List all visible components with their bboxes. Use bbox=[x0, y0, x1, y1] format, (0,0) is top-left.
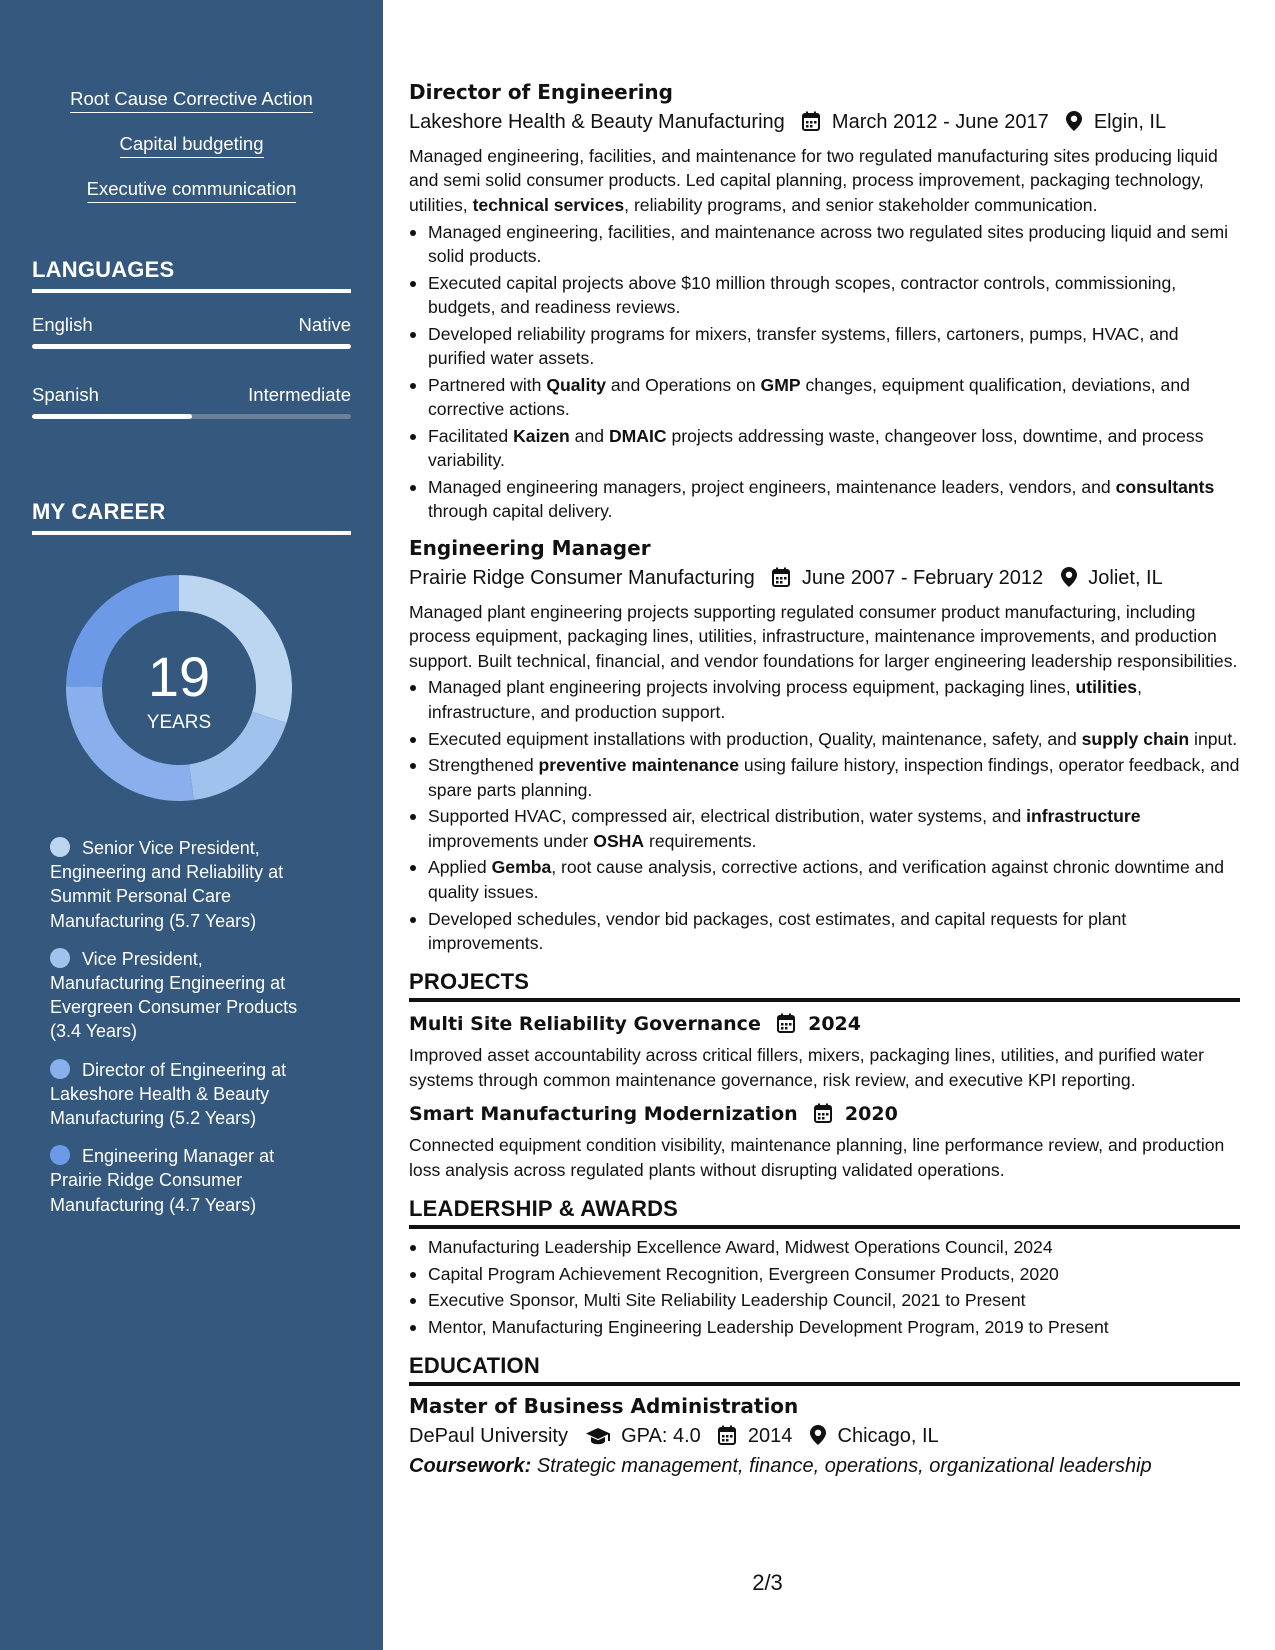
awards-heading: LEADERSHIP & AWARDS bbox=[409, 1196, 1240, 1229]
job-dates: June 2007 - February 2012 bbox=[801, 566, 1044, 589]
bullet-item: Developed reliability programs for mixers, transfer systems, fillers, cartoners, pumps, HVAC, and purified water assets. bbox=[409, 322, 1240, 371]
education-year: 2014 bbox=[747, 1425, 793, 1448]
education-meta bbox=[409, 1422, 1240, 1450]
experience-entry bbox=[409, 534, 1240, 955]
bullet-item: Managed engineering managers, project engineers, maintenance leaders, vendors, and consultants through capital delivery. bbox=[409, 475, 1240, 524]
job-location: Elgin, IL bbox=[1093, 111, 1167, 133]
project-title: Multi Site Reliability Governance bbox=[409, 1013, 761, 1036]
award-item: Capital Program Achievement Recognition, Evergreen Consumer Products, 2020 bbox=[409, 1262, 1240, 1286]
career-donut-chart bbox=[66, 575, 292, 801]
sidebar bbox=[0, 0, 383, 1650]
location-pin-icon bbox=[1066, 111, 1082, 131]
bullet-item: Managed engineering, facilities, and maintenance across two regulated sites producing liquid and semi solid products. bbox=[409, 220, 1240, 269]
gpa: GPA: 4.0 bbox=[621, 1425, 701, 1448]
projects-heading: PROJECTS bbox=[409, 969, 1240, 1002]
career-item-text: Engineering Manager at Prairie Ridge Consumer Manufacturing (4.7 Years) bbox=[50, 1146, 275, 1215]
job-bullets bbox=[409, 220, 1240, 524]
language-proficiency-bar bbox=[32, 414, 351, 419]
job-title: Director of Engineering bbox=[409, 80, 673, 104]
bullet-item: Executed equipment installations with production, Quality, maintenance, safety, and supply chain input. bbox=[409, 727, 1240, 751]
career-heading: MY CAREER bbox=[32, 499, 351, 535]
language-name: English bbox=[32, 314, 93, 335]
career-list bbox=[50, 836, 320, 1231]
job-location: Joliet, IL bbox=[1088, 566, 1163, 589]
degree-title: Master of Business Administration bbox=[409, 1394, 799, 1419]
career-item-text: Vice President, Manufacturing Engineering at Evergreen Consumer Products (3.4 Years) bbox=[50, 948, 298, 1042]
career-total-years: 19 bbox=[147, 645, 211, 708]
location-pin-icon bbox=[810, 1425, 826, 1445]
job-summary: Managed plant engineering projects supporting regulated consumer product manufacturing, including process equipment, packaging lines, utilities, infrastructure, maintenance improvements, and production support. Built technical, financial, and vendor foundations for larger engineering leadership responsibilities. bbox=[409, 601, 1238, 671]
career-total-label: YEARS bbox=[146, 712, 212, 733]
awards-list bbox=[409, 1235, 1240, 1340]
experience-entry bbox=[409, 78, 1240, 524]
job-title: Engineering Manager bbox=[409, 535, 651, 560]
skill-link[interactable]: Root Cause Corrective Action bbox=[70, 88, 313, 113]
legend-dot bbox=[50, 1145, 70, 1165]
bullet-item: Applied Gemba, root cause analysis, corrective actions, and verification against chronic downtime and quality issues. bbox=[409, 855, 1240, 904]
bullet-item: Facilitated Kaizen and DMAIC projects addressing waste, changeover loss, downtime, and process variability. bbox=[409, 424, 1240, 473]
skill-link[interactable]: Capital budgeting bbox=[120, 133, 264, 158]
language-proficiency-fill bbox=[32, 344, 351, 349]
calendar-icon bbox=[802, 111, 820, 131]
language-level: Native bbox=[298, 314, 351, 335]
bullet-item: Developed schedules, vendor bid packages, cost estimates, and capital requests for plant improvements. bbox=[409, 907, 1240, 956]
project-title-row bbox=[409, 1010, 1240, 1041]
career-item bbox=[50, 1058, 320, 1131]
coursework-label: Coursework: bbox=[409, 1455, 532, 1478]
project-entry bbox=[409, 1010, 1240, 1092]
school-name: DePaul University bbox=[409, 1425, 568, 1448]
project-title: Smart Manufacturing Modernization bbox=[409, 1103, 798, 1126]
main-content bbox=[409, 78, 1240, 1480]
language-proficiency-bar bbox=[32, 344, 351, 349]
project-title-row bbox=[409, 1100, 1240, 1131]
languages-heading: LANGUAGES bbox=[32, 257, 351, 293]
project-entry bbox=[409, 1100, 1240, 1182]
calendar-icon bbox=[814, 1103, 832, 1131]
project-year: 2020 bbox=[844, 1103, 898, 1126]
company-name: Prairie Ridge Consumer Manufacturing bbox=[409, 566, 755, 589]
award-item: Manufacturing Leadership Excellence Award, Midwest Operations Council, 2024 bbox=[409, 1235, 1240, 1259]
location-pin-icon bbox=[1061, 567, 1077, 587]
career-item-text: Director of Engineering at Lakeshore Health & Beauty Manufacturing (5.2 Years) bbox=[50, 1059, 287, 1129]
job-bullets bbox=[409, 675, 1240, 955]
calendar-icon bbox=[777, 1013, 795, 1041]
language-name: Spanish bbox=[32, 384, 99, 405]
education-location: Chicago, IL bbox=[837, 1425, 939, 1448]
coursework-row bbox=[409, 1452, 1240, 1480]
award-item: Executive Sponsor, Multi Site Reliability Leadership Council, 2021 to Present bbox=[409, 1288, 1240, 1312]
education-heading: EDUCATION bbox=[409, 1353, 1240, 1386]
language-row bbox=[32, 314, 351, 336]
legend-dot bbox=[50, 1059, 70, 1079]
job-meta bbox=[409, 564, 1240, 592]
career-item bbox=[50, 836, 320, 933]
legend-dot bbox=[50, 948, 70, 968]
job-meta bbox=[409, 108, 1240, 136]
career-item bbox=[50, 1144, 320, 1217]
language-level: Intermediate bbox=[248, 384, 351, 405]
legend-dot bbox=[50, 837, 70, 857]
education-entry bbox=[409, 1392, 1240, 1480]
page-number: 2/3 bbox=[752, 1570, 783, 1595]
calendar-icon bbox=[772, 567, 790, 587]
bullet-item: Supported HVAC, compressed air, electrical distribution, water systems, and infrastructure improvements under OSHA requirements. bbox=[409, 804, 1240, 853]
project-description: Improved asset accountability across critical fillers, mixers, packaging lines, utilities, and purified water systems through common maintenance governance, risk review, and executive KPI reporting. bbox=[409, 1045, 1204, 1090]
job-dates: March 2012 - June 2017 bbox=[831, 111, 1049, 133]
project-description: Connected equipment condition visibility, maintenance planning, line performance review, and production loss analysis across regulated plants without disrupting validated operations. bbox=[409, 1135, 1225, 1180]
award-item: Mentor, Manufacturing Engineering Leadership Development Program, 2019 to Present bbox=[409, 1315, 1240, 1339]
graduation-cap-icon bbox=[586, 1427, 610, 1445]
company-name: Lakeshore Health & Beauty Manufacturing bbox=[409, 111, 785, 133]
job-summary: Managed engineering, facilities, and maintenance for two regulated manufacturing sites producing liquid and semi solid consumer products. Led capital planning, process improvement, packaging technology, utilities, technical services, reliability programs, and senior stakeholder communication. bbox=[409, 146, 1218, 215]
language-proficiency-fill bbox=[32, 414, 192, 419]
skills-list bbox=[0, 88, 383, 223]
bullet-item: Executed capital projects above $10 million through scopes, contractor controls, commissioning, budgets, and readiness reviews. bbox=[409, 271, 1240, 320]
calendar-icon bbox=[718, 1425, 736, 1445]
career-item bbox=[50, 947, 320, 1044]
coursework-text: Strategic management, finance, operations, organizational leadership bbox=[536, 1455, 1152, 1478]
project-year: 2024 bbox=[808, 1013, 861, 1036]
bullet-item: Partnered with Quality and Operations on GMP changes, equipment qualification, deviations, and corrective actions. bbox=[409, 373, 1240, 422]
language-row bbox=[32, 384, 351, 406]
skill-link[interactable]: Executive communication bbox=[87, 178, 297, 203]
career-item-text: Senior Vice President, Engineering and Reliability at Summit Personal Care Manufacturing (5.7 Years) bbox=[50, 838, 284, 931]
bullet-item: Managed plant engineering projects involving process equipment, packaging lines, utilities, infrastructure, and production support. bbox=[409, 675, 1240, 724]
bullet-item: Strengthened preventive maintenance using failure history, inspection findings, operator feedback, and spare parts planning. bbox=[409, 753, 1240, 802]
